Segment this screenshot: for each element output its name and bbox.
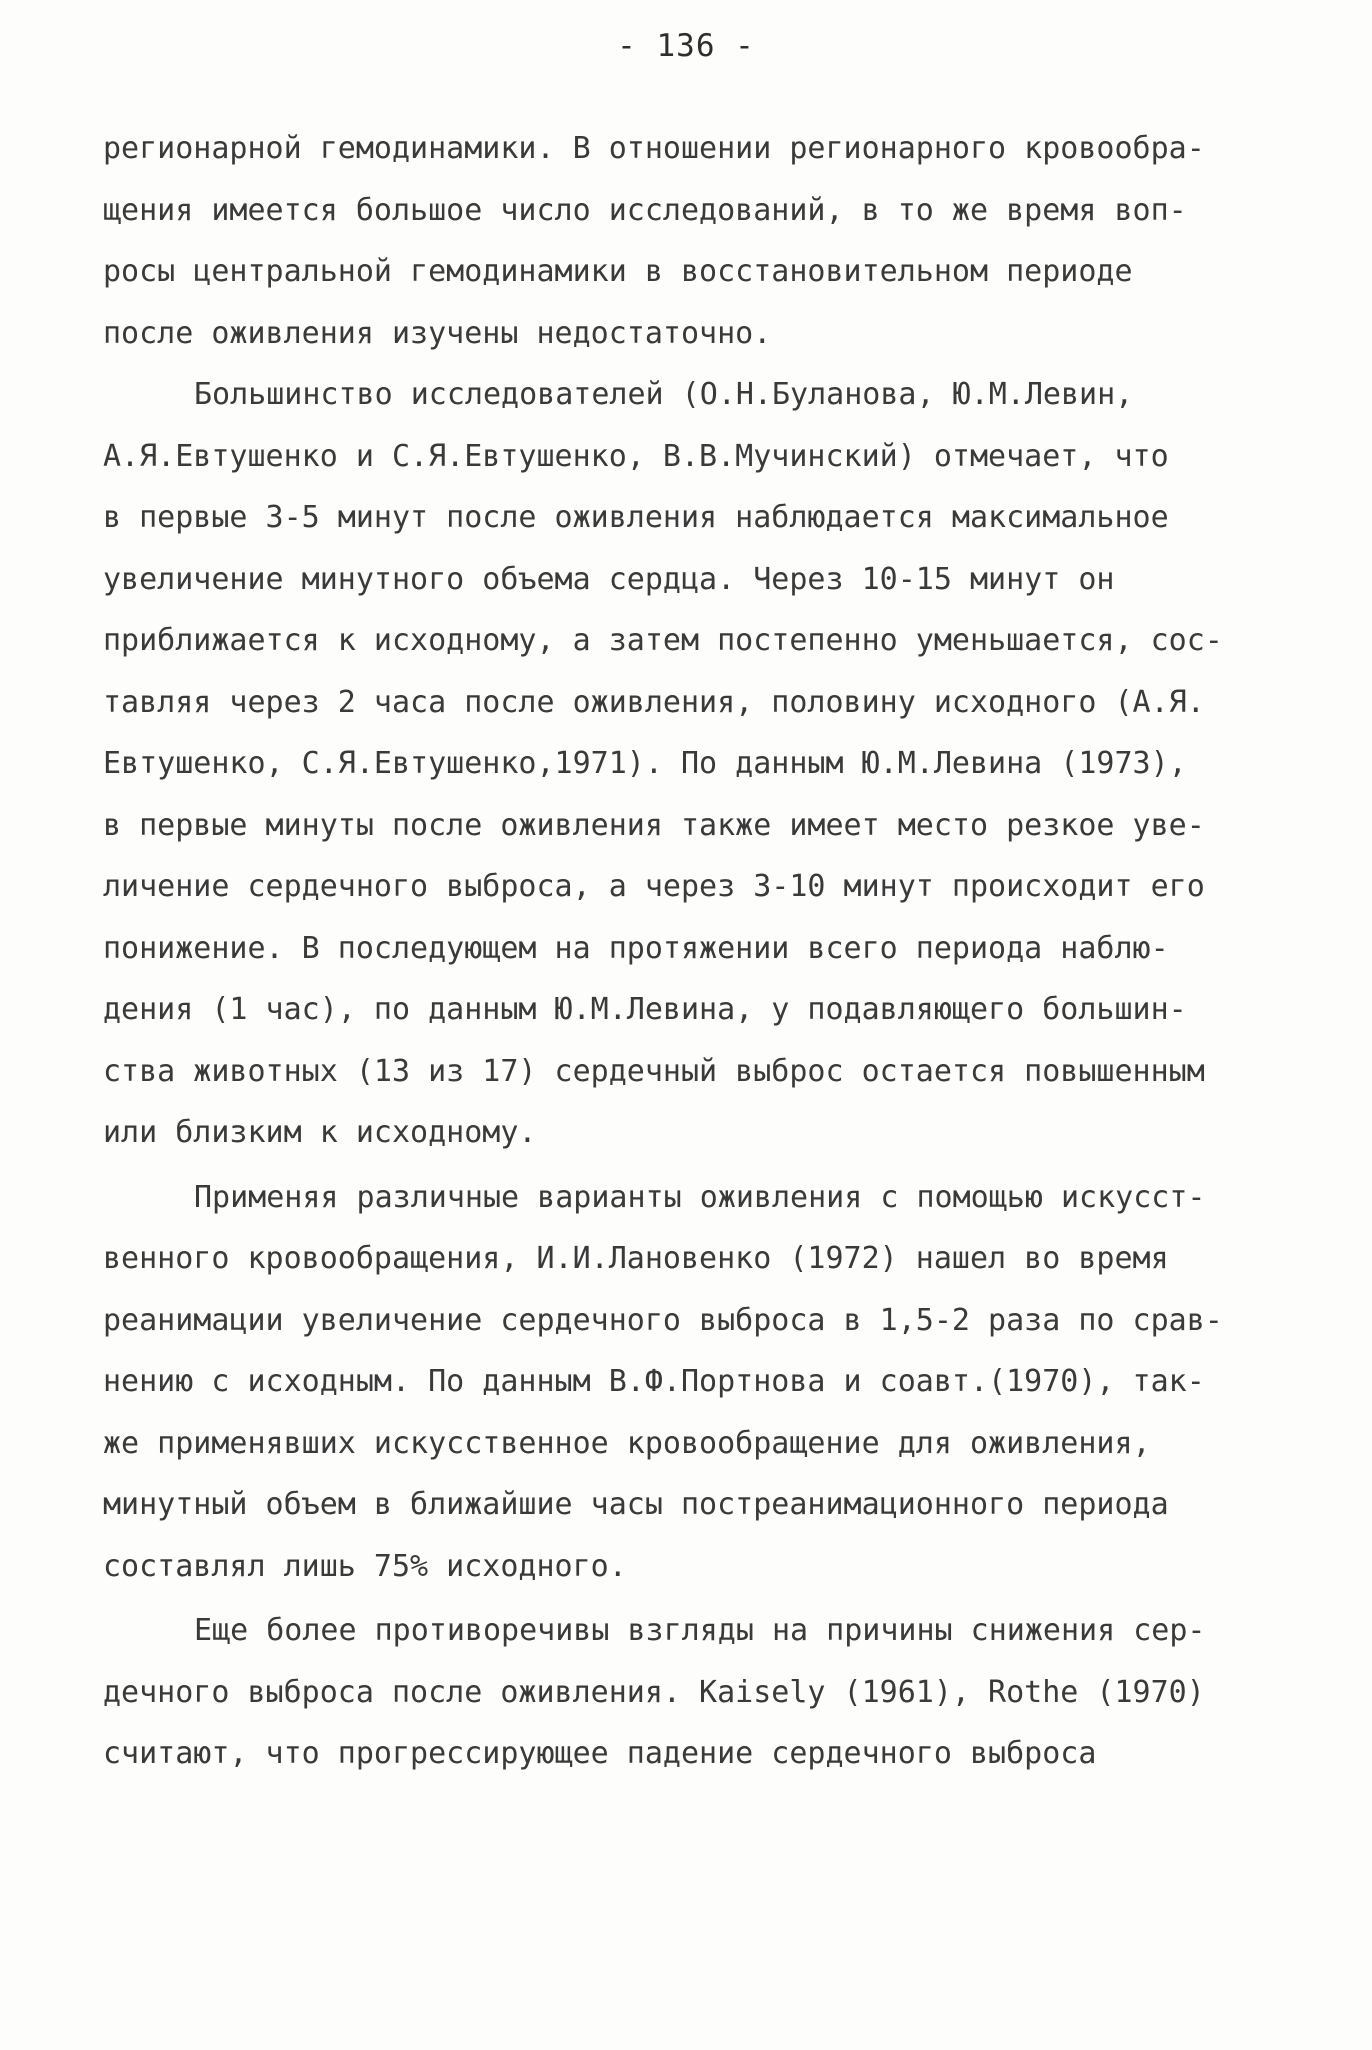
text-line: личение сердечного выброса, а через 3-10 минут происходит его <box>103 869 1205 904</box>
text-line: увеличение минутного объема сердца. Через 10-15 минут он <box>103 561 1115 597</box>
text-line: щения имеется большое число исследований, в то же время воп- <box>103 192 1187 228</box>
text-line: тавляя через 2 часа после оживления, половину исходного (А.Я. <box>103 684 1205 720</box>
paragraph-first-line: Еще более противоречивы взгляды на причины снижения сер- <box>194 1613 1206 1648</box>
text-line: дечного выброса после оживления. Kaisely (1961), Rothe (1970) <box>103 1674 1205 1710</box>
text-line: реанимации увеличение сердечного выброса в 1,5-2 раза по срав- <box>103 1302 1223 1338</box>
text-line: венного кровообращения, И.И.Лановенко (1972) нашел во время <box>103 1241 1169 1276</box>
text-line: регионарной гемодинамики. В отношении регионарного кровообра- <box>103 131 1205 166</box>
text-line: ства животных (13 из 17) сердечный выброс остается повышенным <box>103 1053 1205 1089</box>
text-line: в первые 3-5 минут после оживления наблюдается максимальное <box>103 500 1169 535</box>
text-line: росы центральной гемодинамики в восстановительном периоде <box>103 254 1133 289</box>
text-line: А.Я.Евтушенко и С.Я.Евтушенко, В.В.Мучинский) отмечает, что <box>103 438 1169 474</box>
text-line: минутный объем в ближайшие часы постреанимационного периода <box>103 1487 1169 1522</box>
text-line: дения (1 час), по данным Ю.М.Левина, у подавляющего большин- <box>103 992 1187 1027</box>
text-line: или близким к исходному. <box>103 1115 537 1150</box>
page-number: - 136 - <box>617 28 755 64</box>
paragraph-first-line: Применяя различные варианты оживления с помощью искусст- <box>194 1179 1206 1215</box>
text-line: нению с исходным. По данным В.Ф.Портнова и соавт.(1970), так- <box>103 1364 1205 1399</box>
body-text <box>103 118 1293 1785</box>
text-line: после оживления изучены недостаточно. <box>103 315 772 351</box>
text-line: составлял лишь 75% исходного. <box>103 1548 627 1584</box>
text-line: в первые минуты после оживления также имеет место резкое уве- <box>103 807 1205 843</box>
text-line: приближается к исходному, а затем постепенно уменьшается, сос- <box>103 623 1223 658</box>
text-line: же применявших искусственное кровообращение для оживления, <box>103 1425 1151 1461</box>
text-line: понижение. В последующем на протяжении всего периода наблю- <box>103 930 1169 966</box>
text-line: считают, что прогрессирующее падение сердечного выброса <box>103 1736 1097 1771</box>
text-line: Евтушенко, С.Я.Евтушенко,1971). По данным Ю.М.Левина (1973), <box>103 746 1187 781</box>
paragraph-first-line: Большинство исследователей (О.Н.Буланова, Ю.М.Левин, <box>194 377 1134 412</box>
